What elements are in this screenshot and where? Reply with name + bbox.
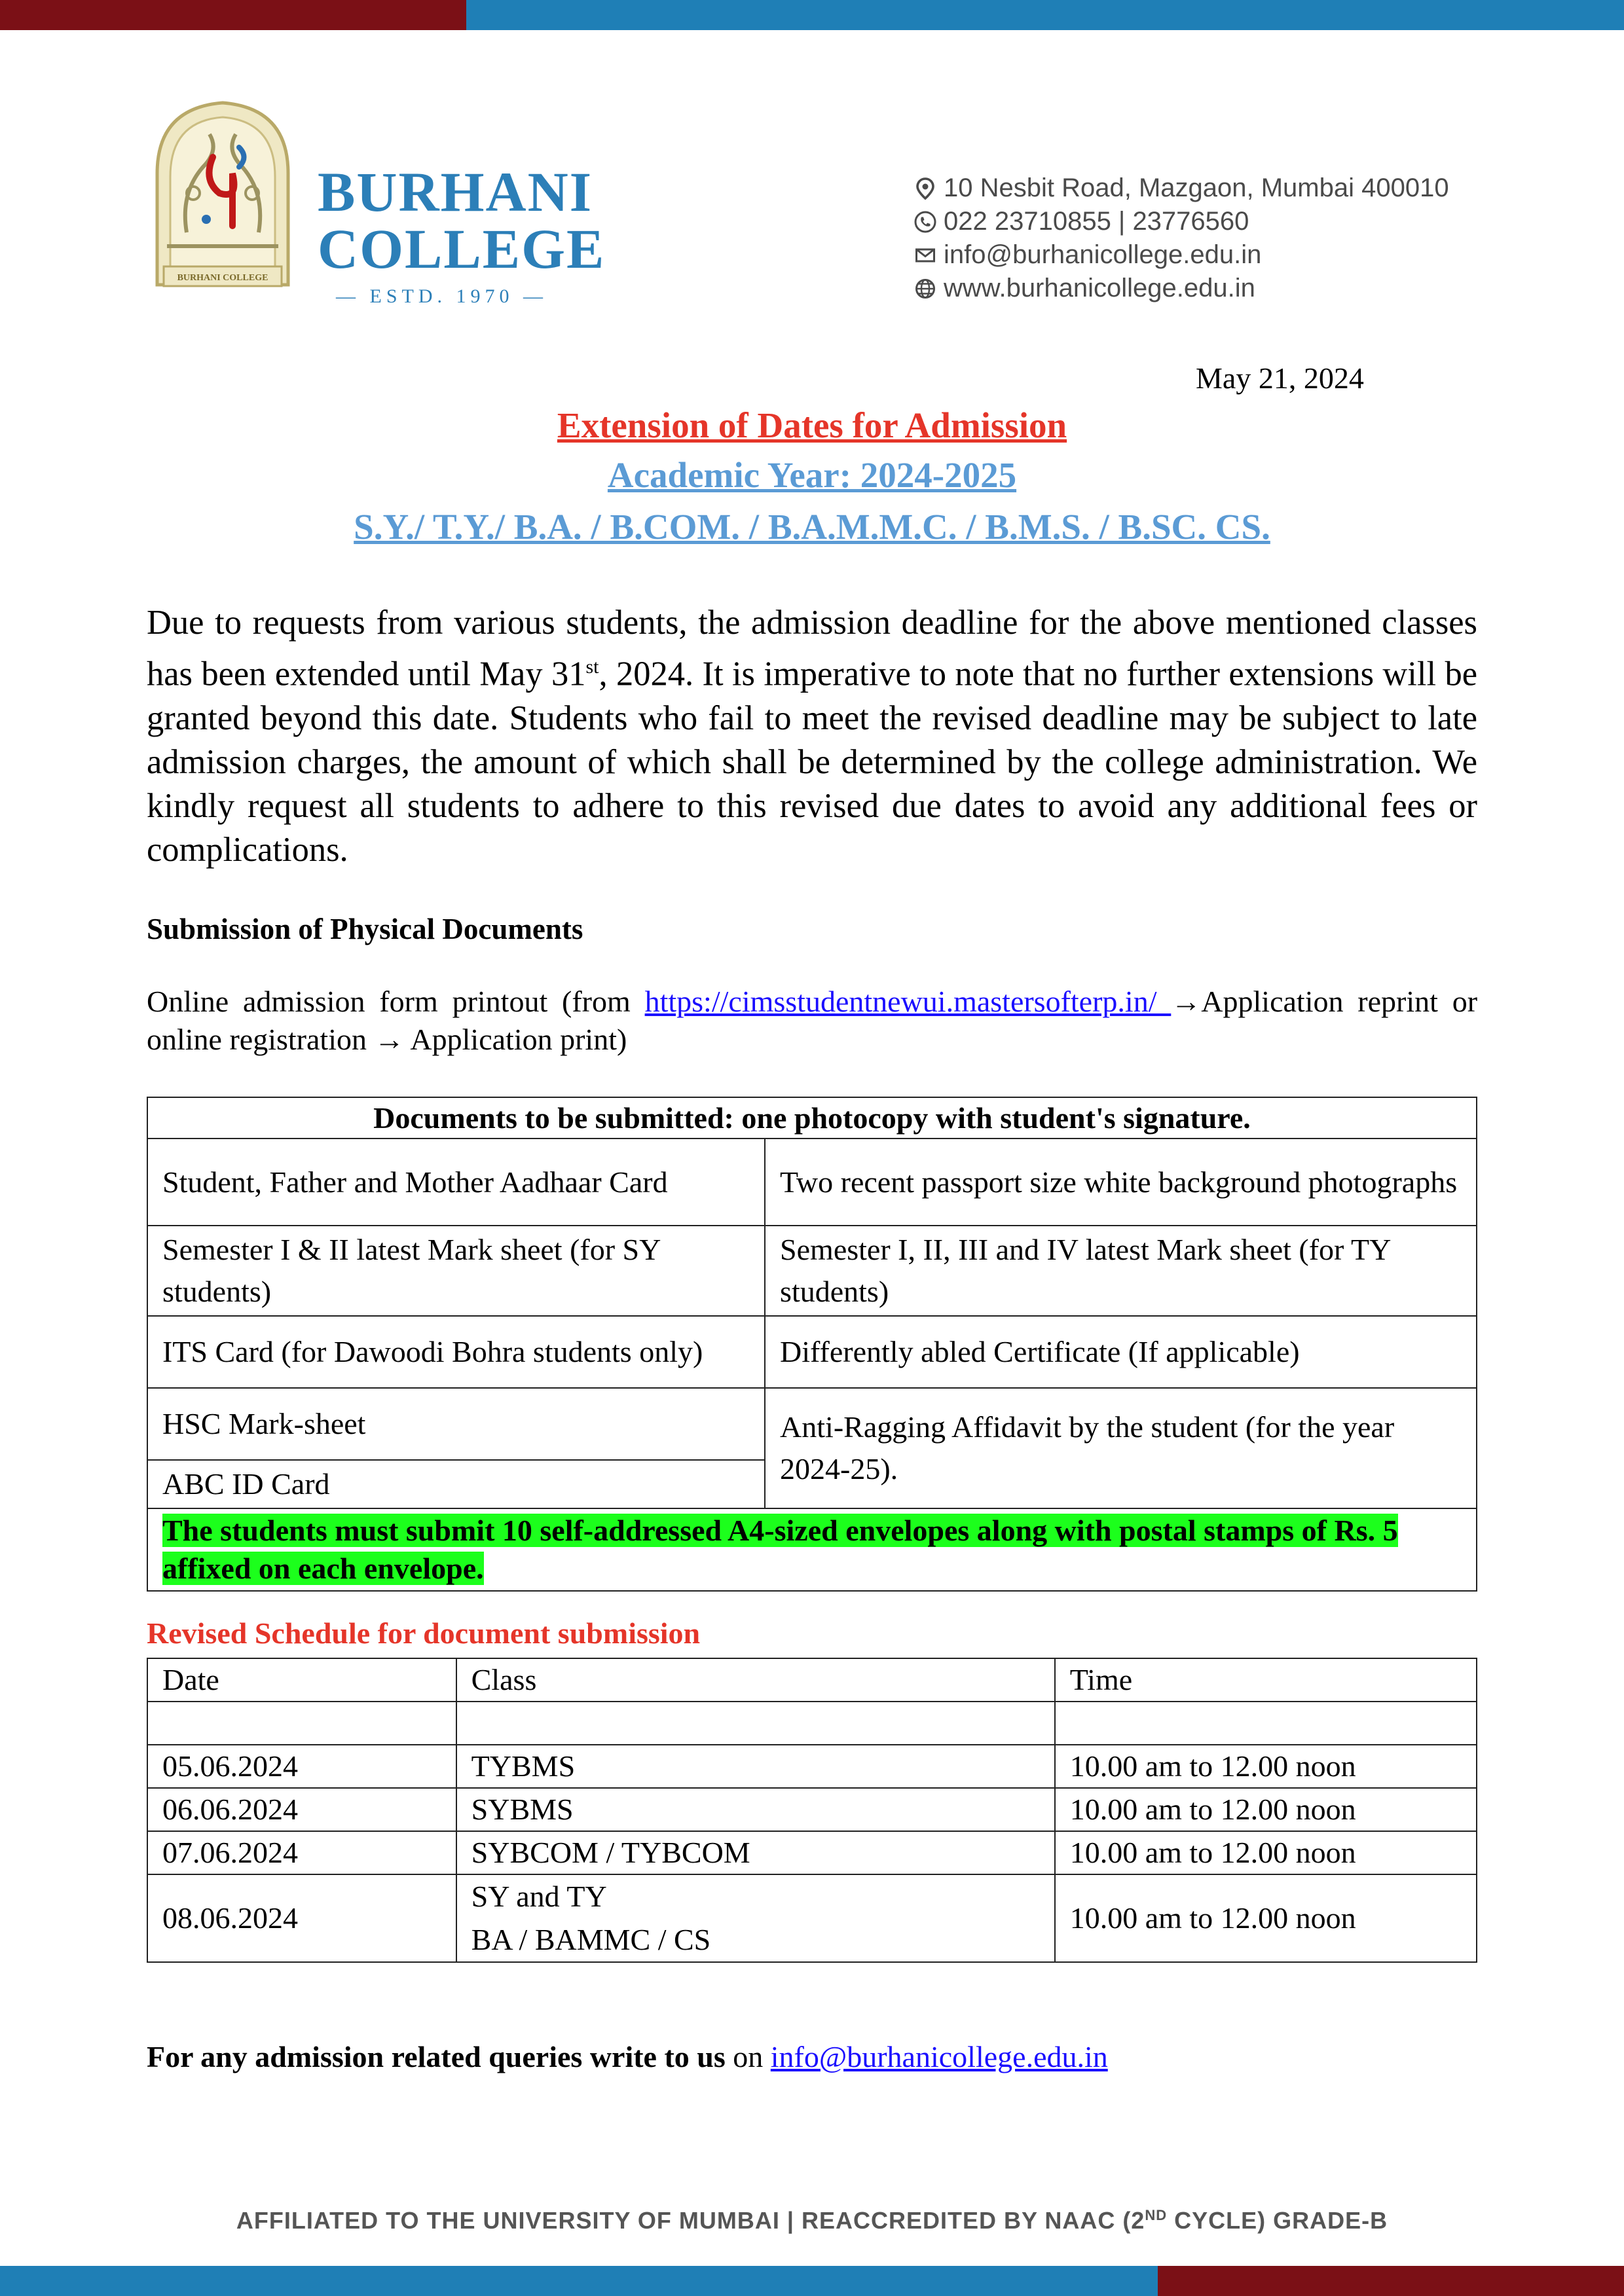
college-name-line1: BURHANI [318, 160, 593, 223]
contact-phone-row [913, 205, 1449, 238]
phone-icon [913, 210, 937, 234]
physical-docs-heading: Submission of Physical Documents [147, 913, 583, 945]
doc-aadhaar: Student, Father and Mother Aadhaar Card [147, 1139, 765, 1226]
doc-hsc-marksheet: HSC Mark-sheet [147, 1388, 765, 1460]
intro-paragraph: Due to requests from various students, the admission deadline for the above mentioned classes has been extended until May 31st, 2024. It is imperative to note that no further extensions will be granted beyond this date. Students who fail to meet the revised deadline may be subject to late admission charges, the amount of which shall be determined by the college administration. We kindly request all students to adhere to this revised due dates to avoid any additional fees or complications. [147, 604, 1477, 869]
contact-email[interactable]: info@burhanicollege.edu.in [944, 240, 1262, 269]
contact-phone: 022 23710855 | 23776560 [944, 207, 1249, 236]
contact-website-row [913, 272, 1449, 305]
schedule-date: 06.06.2024 [147, 1788, 456, 1831]
table-row [147, 1874, 1477, 1962]
schedule-time: 10.00 am to 12.00 noon [1055, 1874, 1477, 1962]
envelope-note-cell [147, 1508, 1477, 1591]
schedule-time: 10.00 am to 12.00 noon [1055, 1745, 1477, 1788]
schedule-time: 10.00 am to 12.00 noon [1055, 1831, 1477, 1874]
schedule-class: TYBMS [456, 1745, 1055, 1788]
envelope-icon [913, 244, 937, 267]
doc-ty-marksheet: Semester I, II, III and IV latest Mark sheet (for TY students) [765, 1226, 1477, 1316]
schedule-class: SYBMS [456, 1788, 1055, 1831]
bottom-bar-blue [0, 2266, 1158, 2296]
contact-website[interactable]: www.burhanicollege.edu.in [944, 274, 1255, 302]
schedule-class-line1: SY and TY [471, 1880, 607, 1913]
schedule-empty-row [147, 1702, 1477, 1745]
queries-email-link[interactable]: info@burhanicollege.edu.in [770, 2040, 1108, 2073]
affiliation-footer: AFFILIATED TO THE UNIVERSITY OF MUMBAI | REACCREDITED BY NAAC (2ND CYCLE) GRADE-B [236, 2207, 1388, 2234]
top-bar-maroon [0, 0, 466, 30]
schedule-date: 07.06.2024 [147, 1831, 456, 1874]
doc-anti-ragging: Anti-Ragging Affidavit by the student (for the year 2024-25). [765, 1388, 1477, 1508]
seal-text: BURHANI COLLEGE [177, 273, 268, 283]
classes-list: S.Y./ T.Y./ B.A. / B.COM. / B.A.M.M.C. / B.M.S. / B.SC. CS. [354, 507, 1270, 547]
notice-titles [0, 401, 1624, 554]
notice-title: Extension of Dates for Admission [557, 405, 1067, 445]
schedule-date: 05.06.2024 [147, 1745, 456, 1788]
online-form-instructions: Online admission form printout (from https://cimsstudentnewui.mastersofterp.in/ →Application reprint or online registration → Application print) [147, 985, 1478, 1056]
schedule-time: 10.00 am to 12.00 noon [1055, 1788, 1477, 1831]
established-year: — ESTD. 1970 — [336, 285, 547, 307]
top-bar-blue [466, 0, 1624, 30]
schedule-col-time: Time [1055, 1658, 1477, 1702]
schedule-table [147, 1658, 1477, 1963]
schedule-class-line2: BA / BAMMC / CS [471, 1923, 711, 1956]
table-row [147, 1745, 1477, 1788]
table-row [147, 1788, 1477, 1831]
schedule-class: SYBCOM / TYBCOM [456, 1831, 1055, 1874]
envelope-note: The students must submit 10 self-addressed A4-sized envelopes along with postal stamps of Rs. 5 affixed on each envelope. [162, 1514, 1398, 1585]
location-pin-icon [913, 177, 937, 200]
college-name-line2: COLLEGE [318, 217, 606, 280]
contact-email-row [913, 238, 1449, 272]
doc-disability-certificate: Differently abled Certificate (If applicable) [765, 1316, 1477, 1388]
schedule-col-date: Date [147, 1658, 456, 1702]
schedule-heading: Revised Schedule for document submission [147, 1616, 701, 1650]
schedule-header-row [147, 1658, 1477, 1702]
college-seal-logo [141, 95, 304, 298]
doc-its-card: ITS Card (for Dawoodi Bohra students only) [147, 1316, 765, 1388]
doc-abc-id: ABC ID Card [147, 1460, 765, 1508]
doc-sy-marksheet: Semester I & II latest Mark sheet (for SY students) [147, 1226, 765, 1316]
college-name-logo [318, 160, 606, 308]
queries-line: For any admission related queries write to us on info@burhanicollege.edu.in [147, 2040, 1108, 2073]
documents-table-header: Documents to be submitted: one photocopy with student's signature. [147, 1097, 1477, 1139]
academic-year: Academic Year: 2024-2025 [607, 455, 1017, 495]
notice-date: May 21, 2024 [1196, 361, 1364, 395]
bottom-bar-maroon [1158, 2266, 1624, 2296]
contact-address: 10 Nesbit Road, Mazgaon, Mumbai 400010 [944, 173, 1449, 202]
doc-photographs: Two recent passport size white background photographs [765, 1139, 1477, 1226]
schedule-date: 08.06.2024 [147, 1874, 456, 1962]
globe-icon [913, 277, 937, 301]
contact-block [913, 172, 1449, 305]
table-row [147, 1831, 1477, 1874]
contact-address-row [913, 172, 1449, 205]
schedule-col-class: Class [456, 1658, 1055, 1702]
schedule-class [456, 1874, 1055, 1962]
erp-link[interactable]: https://cimsstudentnewui.mastersofterp.in/ [644, 985, 1172, 1018]
documents-table [147, 1097, 1477, 1592]
